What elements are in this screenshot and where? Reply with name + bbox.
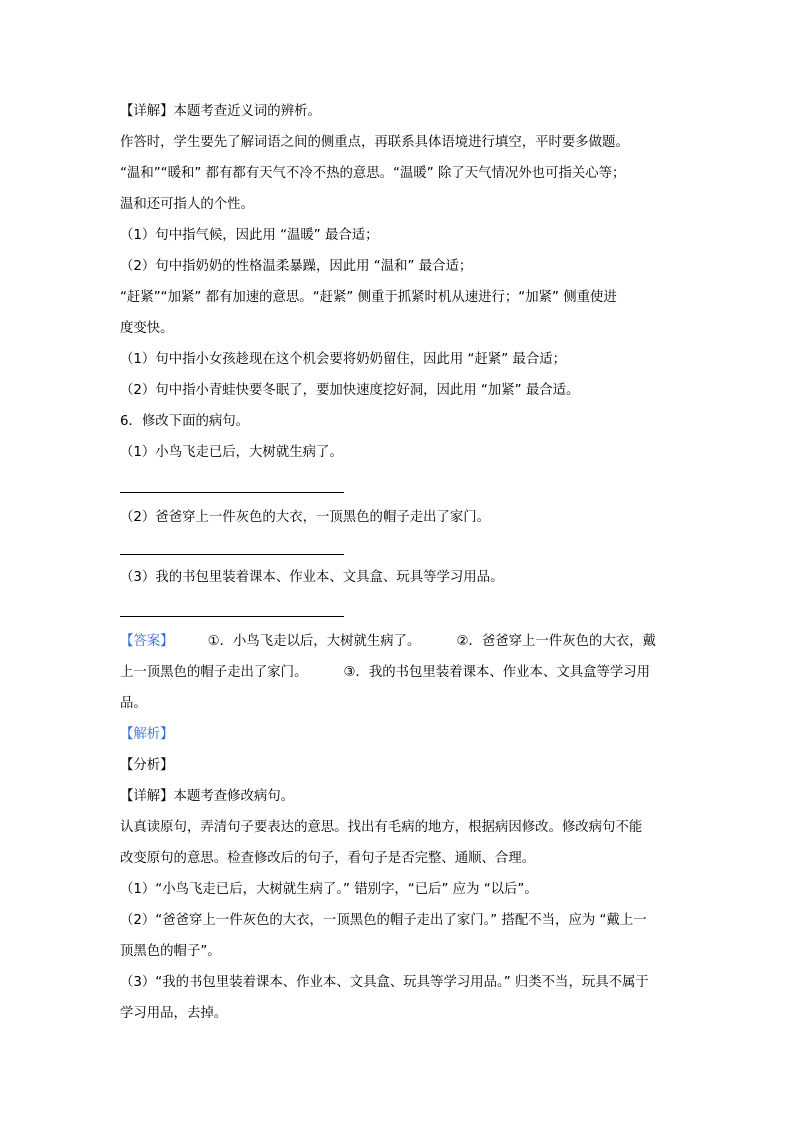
answer-tag: 【答案】 xyxy=(120,634,174,649)
answer-1: ①．小鸟飞走以后，大树就生病了。 xyxy=(207,634,421,649)
detail-line: （1）句中指小女孩趁现在这个机会要将奶奶留住，因此用 “赶紧” 最合适； xyxy=(120,352,567,367)
analysis-line: 顶黑色的帽子”。 xyxy=(120,944,221,959)
analysis-sub: 【分析】 xyxy=(120,758,174,773)
answer-3-part2: 品。 xyxy=(120,696,147,711)
question-item: （3）我的书包里装着课本、作业本、文具盒、玩具等学习用品。 xyxy=(120,570,504,585)
detail-line: （2）句中指小青蛙快要冬眠了，要加快速度挖好洞，因此用 “加紧” 最合适。 xyxy=(120,383,580,398)
detail-line: “温和”“暖和” 都有都有天气不冷不热的意思。“温暖” 除了天气情况外也可指关心等； xyxy=(120,166,626,181)
answer-row-3 xyxy=(120,694,147,714)
detail-line: 温和还可指人的个性。 xyxy=(120,197,254,212)
analysis-line: （2）“爸爸穿上一件灰色的大衣，一顶黑色的帽子走出了家门。” 搭配不当，应为 “戴上一 xyxy=(120,913,647,928)
analysis-heading: 【详解】本题考查修改病句。 xyxy=(120,789,295,804)
analysis-line: （1）“小鸟飞走已后，大树就生病了。” 错别字，“已后” 应为 “以后”。 xyxy=(120,882,538,897)
analysis-line: 学习用品，去掉。 xyxy=(120,1006,228,1021)
answer-blank-line xyxy=(120,492,344,493)
detail-line: （1）句中指气候，因此用 “温暖” 最合适； xyxy=(120,228,379,243)
detail-line: “赶紧”“加紧” 都有加速的意思。“赶紧” 侧重于抓紧时机从速进行；“加紧” 侧重使进 xyxy=(120,290,617,305)
detail-line: （2）句中指奶奶的性格温柔暴躁，因此用 “温和” 最合适； xyxy=(120,259,473,274)
question-item: （2）爸爸穿上一件灰色的大衣，一顶黑色的帽子走出了家门。 xyxy=(120,510,491,525)
analysis-line: 认真读原句，弄清句子要表达的意思。找出有毛病的地方，根据病因修改。修改病句不能 xyxy=(120,820,643,835)
answer-blank-line xyxy=(120,554,344,555)
question-item: （1）小鸟飞走已后，大树就生病了。 xyxy=(120,445,343,460)
analysis-line: （3）“我的书包里装着课本、作业本、文具盒、玩具等学习用品。” 归类不当，玩具不属于 xyxy=(120,975,649,990)
answer-blank-line xyxy=(120,616,344,617)
detail-line: 作答时，学生要先了解词语之间的侧重点，再联系具体语境进行填空，平时要多做题。 xyxy=(120,135,629,150)
question-title: 6．修改下面的病句。 xyxy=(120,414,250,429)
detail-heading: 【详解】本题考查近义词的辨析。 xyxy=(120,104,321,119)
detail-line: 度变快。 xyxy=(120,321,174,336)
answer-row-2 xyxy=(120,663,650,683)
answer-2-part2: 上一顶黑色的帽子走出了家门。 xyxy=(120,665,308,680)
answer-row-1 xyxy=(120,632,656,652)
answer-3-part1: ③．我的书包里装着课本、作业本、文具盒等学习用 xyxy=(343,665,651,680)
analysis-line: 改变原句的意思。检查修改后的句子，看句子是否完整、通顺、合理。 xyxy=(120,851,536,866)
analysis-tag: 【解析】 xyxy=(120,727,174,742)
answer-2-part1: ②．爸爸穿上一件灰色的大衣，戴 xyxy=(456,634,656,649)
